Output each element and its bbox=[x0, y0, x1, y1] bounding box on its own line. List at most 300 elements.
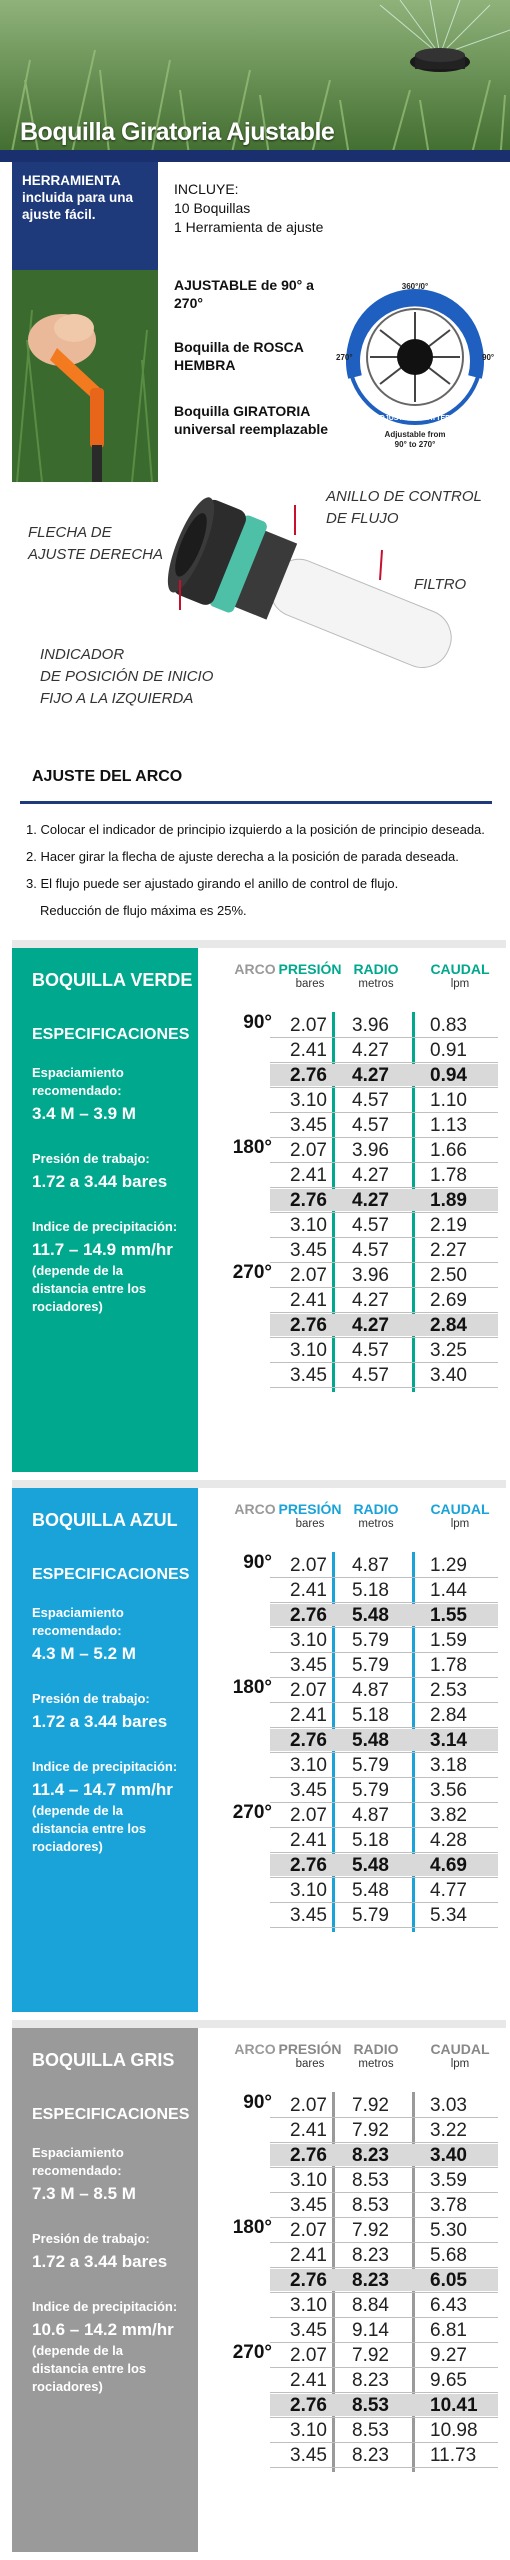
flow-cell: 1.55 bbox=[430, 1605, 467, 1626]
flow-cell: 1.13 bbox=[430, 1115, 467, 1136]
flow-cell: 4.28 bbox=[430, 1830, 467, 1851]
table-row bbox=[270, 1264, 498, 1286]
pressure-label: Presión de trabajo: bbox=[32, 1151, 150, 1166]
column-header-label: PRESIÓN bbox=[278, 1501, 342, 1517]
table-row bbox=[270, 1704, 498, 1726]
spec-title: ESPECIFICACIONES bbox=[32, 1566, 190, 1583]
radius-cell: 5.79 bbox=[352, 1780, 389, 1801]
table-row bbox=[270, 1779, 498, 1801]
pressure-cell: 3.10 bbox=[290, 1215, 327, 1236]
ajuste-step-note: Reducción de flujo máxima es 25%. bbox=[40, 903, 247, 918]
flow-cell: 1.29 bbox=[430, 1555, 467, 1576]
ajuste-step-2: 2. Hacer girar la flecha de ajuste derecha a la posición de parada deseada. bbox=[26, 849, 459, 864]
table-row bbox=[270, 2319, 498, 2341]
radius-cell: 4.27 bbox=[352, 1190, 389, 1211]
radius-cell: 3.96 bbox=[352, 1265, 389, 1286]
table-row bbox=[270, 2094, 498, 2116]
pressure-cell: 3.10 bbox=[290, 2170, 327, 2191]
precip-note: (depende de la distancia entre los rociadores) bbox=[32, 2343, 147, 2394]
row-separator bbox=[270, 2142, 498, 2143]
pressure-cell: 3.10 bbox=[290, 2295, 327, 2316]
pressure-cell: 2.41 bbox=[290, 1165, 327, 1186]
table-row bbox=[270, 2369, 498, 2391]
pressure-cell: 2.76 bbox=[290, 2270, 327, 2291]
indicator-caption-line: DE POSICIÓN DE INICIO bbox=[40, 668, 214, 685]
arrow-caption-line: FLECHA DE bbox=[28, 524, 112, 541]
radius-cell: 5.48 bbox=[352, 1730, 389, 1751]
pressure-cell: 2.41 bbox=[290, 2120, 327, 2141]
pressure-cell: 2.76 bbox=[290, 2145, 327, 2166]
flow-cell: 3.40 bbox=[430, 1365, 467, 1386]
radius-cell: 4.27 bbox=[352, 1290, 389, 1311]
column-header-label: ARCO bbox=[234, 961, 276, 977]
table-row bbox=[270, 1289, 498, 1311]
pressure-cell: 3.45 bbox=[290, 1780, 327, 1801]
section-top-band bbox=[12, 2020, 506, 2028]
table-row bbox=[270, 2419, 498, 2441]
column-header-unit: bares bbox=[295, 1518, 325, 1530]
table-row bbox=[270, 2194, 498, 2216]
tool-photo bbox=[12, 270, 158, 482]
radius-cell: 4.57 bbox=[352, 1365, 389, 1386]
pressure-cell: 2.76 bbox=[290, 1855, 327, 1876]
flow-cell: 1.66 bbox=[430, 1140, 467, 1161]
row-separator bbox=[270, 1237, 498, 1238]
radius-cell: 4.57 bbox=[352, 1090, 389, 1111]
table-row bbox=[270, 1164, 498, 1186]
row-separator bbox=[270, 2317, 498, 2318]
arrow-caption bbox=[28, 522, 163, 566]
flow-cell: 5.30 bbox=[430, 2220, 467, 2241]
precip-label: Indice de precipitación: bbox=[32, 2299, 178, 2314]
row-separator bbox=[270, 1262, 498, 1263]
radius-cell: 5.79 bbox=[352, 1630, 389, 1651]
ring-caption-line: ANILLO DE CONTROL bbox=[326, 488, 482, 505]
flow-cell: 3.56 bbox=[430, 1780, 467, 1801]
radius-cell: 8.23 bbox=[352, 2145, 389, 2166]
includes-item: 1 Herramienta de ajuste bbox=[174, 219, 324, 235]
radius-cell: 3.96 bbox=[352, 1015, 389, 1036]
table-row bbox=[270, 1239, 498, 1261]
pressure-cell: 3.10 bbox=[290, 1340, 327, 1361]
table-row bbox=[270, 2144, 498, 2166]
radius-cell: 9.14 bbox=[352, 2320, 389, 2341]
row-separator bbox=[270, 2167, 498, 2168]
radius-cell: 8.53 bbox=[352, 2195, 389, 2216]
column-header-unit: metros bbox=[358, 2058, 394, 2070]
flow-cell: 6.43 bbox=[430, 2295, 467, 2316]
row-separator bbox=[270, 1137, 498, 1138]
table-row bbox=[270, 1829, 498, 1851]
pressure-cell: 3.10 bbox=[290, 1630, 327, 1651]
flow-cell: 1.59 bbox=[430, 1630, 467, 1651]
column-header-unit: lpm bbox=[450, 1518, 470, 1530]
row-separator bbox=[270, 1827, 498, 1828]
flow-cell: 1.78 bbox=[430, 1165, 467, 1186]
row-separator bbox=[270, 1337, 498, 1338]
column-header bbox=[274, 2042, 346, 2072]
section-name: BOQUILLA VERDE bbox=[32, 970, 193, 990]
pressure-cell: 3.45 bbox=[290, 1655, 327, 1676]
radius-cell: 8.84 bbox=[352, 2295, 389, 2316]
radius-cell: 4.27 bbox=[352, 1040, 389, 1061]
radius-cell: 3.96 bbox=[352, 1140, 389, 1161]
radius-cell: 5.18 bbox=[352, 1830, 389, 1851]
table-row bbox=[270, 1804, 498, 1826]
pressure-value: 1.72 a 3.44 bares bbox=[32, 1712, 168, 1731]
pressure-cell: 3.45 bbox=[290, 2320, 327, 2341]
column-header bbox=[230, 962, 280, 977]
radius-cell: 8.53 bbox=[352, 2420, 389, 2441]
pressure-label: Presión de trabajo: bbox=[32, 1691, 150, 1706]
flow-cell: 2.50 bbox=[430, 1265, 467, 1286]
table-row bbox=[270, 1679, 498, 1701]
row-separator bbox=[270, 2367, 498, 2368]
table-row bbox=[270, 1339, 498, 1361]
row-separator bbox=[270, 1212, 498, 1213]
radius-cell: 4.57 bbox=[352, 1240, 389, 1261]
column-header-unit: lpm bbox=[450, 978, 470, 990]
flow-cell: 3.25 bbox=[430, 1340, 467, 1361]
pressure-cell: 2.41 bbox=[290, 1705, 327, 1726]
indicator-caption-line: FIJO A LA IZQUIERDA bbox=[40, 690, 194, 707]
radius-cell: 8.23 bbox=[352, 2270, 389, 2291]
radius-cell: 4.57 bbox=[352, 1340, 389, 1361]
spec-title: ESPECIFICACIONES bbox=[32, 1026, 190, 1043]
row-separator bbox=[270, 1702, 498, 1703]
row-separator bbox=[270, 1387, 498, 1388]
flow-cell: 2.53 bbox=[430, 1680, 467, 1701]
pressure-cell: 2.07 bbox=[290, 2095, 327, 2116]
section-top-band bbox=[12, 940, 506, 948]
radius-cell: 8.53 bbox=[352, 2395, 389, 2416]
radius-cell: 5.79 bbox=[352, 1905, 389, 1926]
column-header bbox=[344, 1502, 408, 1532]
ring-caption-line: DE FLUJO bbox=[326, 510, 399, 527]
radius-cell: 4.27 bbox=[352, 1065, 389, 1086]
table-row bbox=[270, 1729, 498, 1751]
table-row bbox=[270, 2294, 498, 2316]
spec-section bbox=[12, 1480, 506, 2012]
pressure-cell: 2.76 bbox=[290, 1190, 327, 1211]
row-separator bbox=[270, 1577, 498, 1578]
radius-cell: 8.53 bbox=[352, 2170, 389, 2191]
row-separator bbox=[270, 2442, 498, 2443]
table-row bbox=[270, 2244, 498, 2266]
radius-cell: 8.23 bbox=[352, 2445, 389, 2466]
table-row bbox=[270, 1139, 498, 1161]
pressure-label: Presión de trabajo: bbox=[32, 2231, 150, 2246]
flow-cell: 4.77 bbox=[430, 1880, 467, 1901]
row-separator bbox=[270, 1777, 498, 1778]
dial-top-label: 360°/0° bbox=[401, 282, 429, 291]
flow-cell: 6.81 bbox=[430, 2320, 467, 2341]
flow-cell: 9.65 bbox=[430, 2370, 467, 2391]
radius-cell: 4.27 bbox=[352, 1315, 389, 1336]
table-row bbox=[270, 2444, 498, 2466]
column-header bbox=[274, 1502, 346, 1532]
table-row bbox=[270, 2219, 498, 2241]
radius-cell: 7.92 bbox=[352, 2095, 389, 2116]
flow-cell: 5.34 bbox=[430, 1905, 467, 1926]
flow-cell: 4.69 bbox=[430, 1855, 467, 1876]
column-header-label: CAUDAL bbox=[430, 1501, 490, 1517]
pressure-cell: 2.76 bbox=[290, 1065, 327, 1086]
row-separator bbox=[270, 1287, 498, 1288]
dial-left-label: 270° bbox=[336, 353, 353, 362]
column-header bbox=[230, 2042, 280, 2057]
flow-cell: 3.18 bbox=[430, 1755, 467, 1776]
section-name: BOQUILLA AZUL bbox=[32, 1510, 178, 1530]
pressure-cell: 3.10 bbox=[290, 1880, 327, 1901]
radius-cell: 5.79 bbox=[352, 1655, 389, 1676]
flow-cell: 0.83 bbox=[430, 1015, 467, 1036]
pressure-cell: 2.07 bbox=[290, 1140, 327, 1161]
column-header-label: CAUDAL bbox=[430, 961, 490, 977]
pressure-value: 1.72 a 3.44 bares bbox=[32, 2252, 168, 2271]
radius-cell: 5.18 bbox=[352, 1580, 389, 1601]
table-row bbox=[270, 1364, 498, 1386]
pressure-cell: 2.76 bbox=[290, 2395, 327, 2416]
radius-cell: 7.92 bbox=[352, 2220, 389, 2241]
page-title: Boquilla Giratoria Ajustable bbox=[20, 118, 335, 146]
radius-cell: 5.79 bbox=[352, 1755, 389, 1776]
ajuste-divider bbox=[20, 801, 492, 804]
flow-cell: 0.91 bbox=[430, 1040, 467, 1061]
feature-adjustable: AJUSTABLE de 90° a 270° bbox=[174, 277, 314, 311]
flow-cell: 3.03 bbox=[430, 2095, 467, 2116]
table-row bbox=[270, 1064, 498, 1086]
column-header-label: CAUDAL bbox=[430, 2041, 490, 2057]
pressure-cell: 2.07 bbox=[290, 1265, 327, 1286]
row-separator bbox=[270, 1802, 498, 1803]
pressure-cell: 2.41 bbox=[290, 1040, 327, 1061]
table-row bbox=[270, 2394, 498, 2416]
row-separator bbox=[270, 1062, 498, 1063]
row-separator bbox=[270, 2342, 498, 2343]
pressure-cell: 3.10 bbox=[290, 1755, 327, 1776]
pressure-cell: 2.41 bbox=[290, 2245, 327, 2266]
ajuste-step-3: 3. El flujo puede ser ajustado girando el anillo de control de flujo. bbox=[26, 876, 399, 891]
row-separator bbox=[270, 1677, 498, 1678]
ajuste-step-1: 1. Colocar el indicador de principio izquierdo a la posición de principio deseada. bbox=[26, 822, 485, 837]
column-header-label: RADIO bbox=[353, 2041, 399, 2057]
column-header-label: PRESIÓN bbox=[278, 2041, 342, 2057]
radius-cell: 4.27 bbox=[352, 1165, 389, 1186]
pressure-cell: 2.41 bbox=[290, 1830, 327, 1851]
arc-angle: 90° bbox=[243, 2092, 272, 2113]
row-separator bbox=[270, 2467, 498, 2468]
precip-label: Indice de precipitación: bbox=[32, 1759, 178, 1774]
pressure-cell: 3.45 bbox=[290, 1240, 327, 1261]
includes-item: 10 Boquillas bbox=[174, 200, 251, 216]
row-separator bbox=[270, 1902, 498, 1903]
filter-caption: FILTRO bbox=[414, 576, 467, 593]
radius-cell: 5.48 bbox=[352, 1855, 389, 1876]
row-separator bbox=[270, 2392, 498, 2393]
arrow-caption-line: AJUSTE DERECHA bbox=[28, 546, 164, 563]
pressure-cell: 3.45 bbox=[290, 2195, 327, 2216]
pressure-cell: 2.07 bbox=[290, 2220, 327, 2241]
table-row bbox=[270, 1039, 498, 1061]
row-separator bbox=[270, 1112, 498, 1113]
pressure-cell: 2.41 bbox=[290, 1580, 327, 1601]
row-separator bbox=[270, 1877, 498, 1878]
radius-cell: 4.87 bbox=[352, 1680, 389, 1701]
ajuste-title: AJUSTE DEL ARCO bbox=[32, 768, 183, 785]
row-separator bbox=[270, 2217, 498, 2218]
column-header-unit: metros bbox=[358, 1518, 394, 1530]
flow-cell: 1.78 bbox=[430, 1655, 467, 1676]
flow-cell: 3.59 bbox=[430, 2170, 467, 2191]
column-header-unit: metros bbox=[358, 978, 394, 990]
row-separator bbox=[270, 1362, 498, 1363]
table-row bbox=[270, 1579, 498, 1601]
row-separator bbox=[270, 1852, 498, 1853]
radius-cell: 8.23 bbox=[352, 2245, 389, 2266]
pressure-cell: 2.07 bbox=[290, 1805, 327, 1826]
column-header-label: ARCO bbox=[234, 2041, 276, 2057]
pressure-cell: 2.41 bbox=[290, 2370, 327, 2391]
table-row bbox=[270, 1314, 498, 1336]
column-header bbox=[274, 962, 346, 992]
row-separator bbox=[270, 1602, 498, 1603]
row-separator bbox=[270, 2242, 498, 2243]
row-separator bbox=[270, 1087, 498, 1088]
flow-cell: 1.44 bbox=[430, 1580, 467, 1601]
row-separator bbox=[270, 1037, 498, 1038]
table-row bbox=[270, 1114, 498, 1136]
arc-angle: 180° bbox=[232, 1137, 272, 1158]
radius-cell: 4.57 bbox=[352, 1115, 389, 1136]
arc-angle: 90° bbox=[243, 1552, 272, 1573]
pressure-cell: 3.10 bbox=[290, 1090, 327, 1111]
precip-value: 11.4 – 14.7 mm/hr bbox=[32, 1780, 173, 1799]
flow-cell: 3.40 bbox=[430, 2145, 467, 2166]
table-row bbox=[270, 1879, 498, 1901]
column-header-unit: bares bbox=[295, 2058, 325, 2070]
ring-caption bbox=[326, 486, 482, 530]
dial-right-label: 90° bbox=[482, 353, 495, 362]
flow-cell: 2.27 bbox=[430, 1240, 467, 1261]
precip-value: 10.6 – 14.2 mm/hr bbox=[32, 2320, 174, 2339]
precip-label: Indice de precipitación: bbox=[32, 1219, 178, 1234]
pressure-cell: 2.76 bbox=[290, 1730, 327, 1751]
spacing-label: Espaciamiento recomendado: bbox=[32, 2145, 124, 2178]
pressure-cell: 3.45 bbox=[290, 2445, 327, 2466]
radius-cell: 5.48 bbox=[352, 1880, 389, 1901]
dial-caption-1: Adjustable from bbox=[384, 430, 446, 439]
table-row bbox=[270, 1754, 498, 1776]
pressure-cell: 3.45 bbox=[290, 1365, 327, 1386]
table-row bbox=[270, 1214, 498, 1236]
row-separator bbox=[270, 1627, 498, 1628]
column-header bbox=[430, 1502, 490, 1532]
table-row bbox=[270, 2169, 498, 2191]
pressure-value: 1.72 a 3.44 bares bbox=[32, 1172, 168, 1191]
arc-angle: 180° bbox=[232, 2217, 272, 2238]
column-header-label: RADIO bbox=[353, 961, 399, 977]
flow-cell: 5.68 bbox=[430, 2245, 467, 2266]
pressure-cell: 2.07 bbox=[290, 1680, 327, 1701]
radius-cell: 5.18 bbox=[352, 1705, 389, 1726]
section-top-band bbox=[12, 1480, 506, 1488]
row-separator bbox=[270, 2117, 498, 2118]
flow-cell: 0.94 bbox=[430, 1065, 467, 1086]
spacing-value: 3.4 M – 3.9 M bbox=[32, 1104, 136, 1123]
row-separator bbox=[270, 1727, 498, 1728]
column-header-label: PRESIÓN bbox=[278, 961, 342, 977]
spacing-value: 7.3 M – 8.5 M bbox=[32, 2184, 136, 2203]
table-row bbox=[270, 1904, 498, 1926]
table-row bbox=[270, 1554, 498, 1576]
flow-cell: 3.82 bbox=[430, 1805, 467, 1826]
pressure-cell: 3.10 bbox=[290, 2420, 327, 2441]
radius-cell: 4.87 bbox=[352, 1805, 389, 1826]
table-row bbox=[270, 2119, 498, 2141]
indicator-caption-line: INDICADOR bbox=[40, 646, 125, 663]
arc-angle: 270° bbox=[232, 1802, 272, 1823]
radius-cell: 5.48 bbox=[352, 1605, 389, 1626]
row-separator bbox=[270, 2417, 498, 2418]
flow-cell: 2.19 bbox=[430, 1215, 467, 1236]
row-separator bbox=[270, 1752, 498, 1753]
section-name: BOQUILLA GRIS bbox=[32, 2050, 175, 2070]
flow-cell: 10.41 bbox=[430, 2395, 478, 2416]
arc-angle: 180° bbox=[232, 1677, 272, 1698]
pressure-cell: 2.07 bbox=[290, 2345, 327, 2366]
radius-cell: 7.92 bbox=[352, 2345, 389, 2366]
arc-angle: 270° bbox=[232, 1262, 272, 1283]
pressure-cell: 2.07 bbox=[290, 1015, 327, 1036]
row-separator bbox=[270, 1927, 498, 1928]
precip-note: (depende de la distancia entre los rociadores) bbox=[32, 1803, 147, 1854]
column-header bbox=[230, 1502, 280, 1517]
spacing-value: 4.3 M – 5.2 M bbox=[32, 1644, 136, 1663]
column-header-unit: lpm bbox=[450, 2058, 470, 2070]
flow-cell: 9.27 bbox=[430, 2345, 467, 2366]
arc-angle: 90° bbox=[243, 1012, 272, 1033]
indicator-caption bbox=[40, 644, 213, 710]
table-row bbox=[270, 1854, 498, 1876]
row-separator bbox=[270, 1652, 498, 1653]
table-row bbox=[270, 2269, 498, 2291]
pressure-cell: 2.76 bbox=[290, 1315, 327, 1336]
flow-cell: 2.84 bbox=[430, 1705, 467, 1726]
radius-cell: 4.57 bbox=[352, 1215, 389, 1236]
flow-cell: 3.14 bbox=[430, 1730, 467, 1751]
column-header bbox=[430, 962, 490, 992]
table-row bbox=[270, 1629, 498, 1651]
dial-band-label: ADJUSTABLE PATTERN bbox=[374, 415, 456, 422]
flow-cell: 1.10 bbox=[430, 1090, 467, 1111]
row-separator bbox=[270, 2192, 498, 2193]
precip-value: 11.7 – 14.9 mm/hr bbox=[32, 1240, 173, 1259]
spec-section bbox=[12, 940, 506, 1472]
flow-cell: 1.89 bbox=[430, 1190, 467, 1211]
feature-universal: Boquilla GIRATORIA universal reemplazable bbox=[174, 403, 329, 437]
column-header-label: RADIO bbox=[353, 1501, 399, 1517]
radius-cell: 7.92 bbox=[352, 2120, 389, 2141]
spec-title: ESPECIFICACIONES bbox=[32, 2106, 190, 2123]
flow-cell: 2.69 bbox=[430, 1290, 467, 1311]
includes-title: INCLUYE: bbox=[174, 181, 239, 197]
precip-note: (depende de la distancia entre los rociadores) bbox=[32, 1263, 147, 1314]
pressure-cell: 3.45 bbox=[290, 1115, 327, 1136]
table-row bbox=[270, 2344, 498, 2366]
column-header-label: ARCO bbox=[234, 1501, 276, 1517]
title-band bbox=[0, 150, 510, 162]
